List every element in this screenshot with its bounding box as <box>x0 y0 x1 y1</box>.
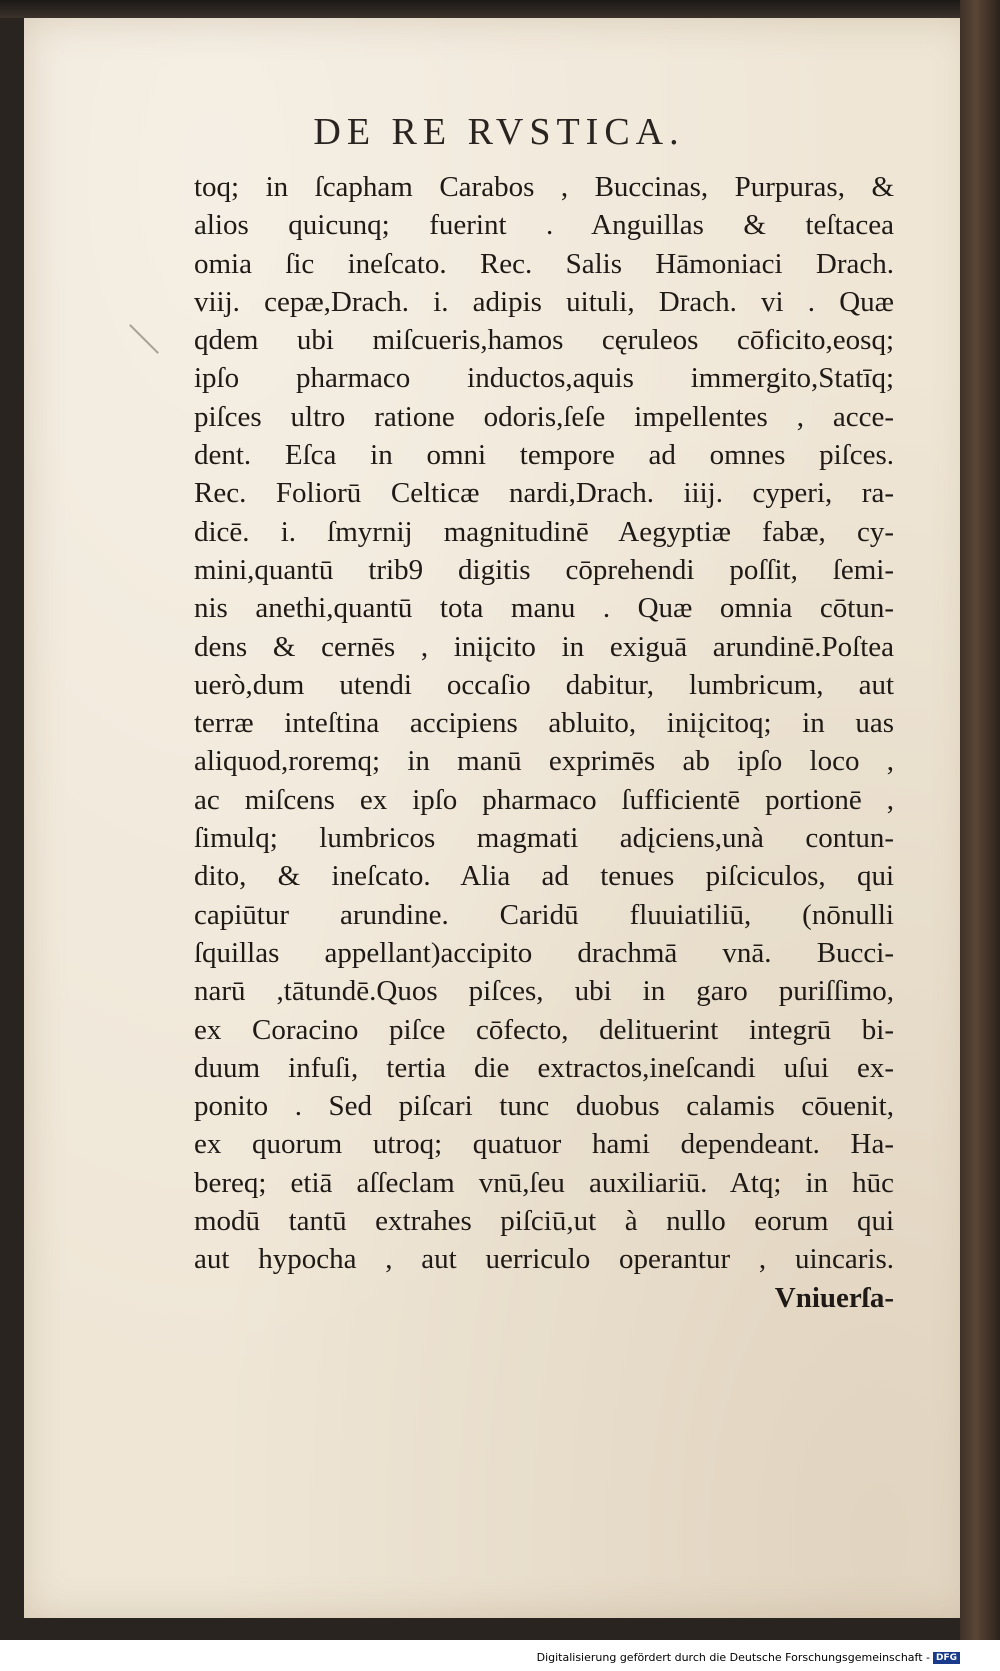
text-line: modū tantū extrahes piſciū,ut à nullo eorum qui <box>194 1205 894 1238</box>
text-line: toq; in ſcapham Carabos , Buccinas, Purpuras, & <box>194 171 894 203</box>
text-line: piſces ultro ratione odoris,ſeſe impellentes , acce- <box>194 400 894 433</box>
paper-blemish <box>129 324 159 354</box>
text-line: narū ,tātundē.Quos piſces, ubi in garo puriſſimo, <box>194 975 894 1008</box>
running-head: DE RE RVSTICA. <box>313 111 685 153</box>
text-line: ex Coracino piſce cōfecto, delituerint integrū bi- <box>194 1013 894 1046</box>
text-line: aut hypocha , aut uerriculo operantur , uincaris. <box>194 1243 894 1276</box>
text-line: omia ſic ineſcato. Rec. Salis Hāmoniaci Drach. <box>194 247 894 280</box>
text-line: ſimulq; lumbricos magmati adįciens,unà contun- <box>194 822 894 855</box>
text-line: qdem ubi miſcueris,hamos cęruleos cōficito,eosq; <box>194 324 894 357</box>
book-fore-edge <box>960 0 1000 1640</box>
text-line: aliquod,roremq; in manū exprimēs ab ipſo loco , <box>194 745 894 778</box>
text-line: dens & cernēs , iniįcito in exiguā arundinē.Poſtea <box>194 630 894 663</box>
page-top-edge <box>0 0 1000 18</box>
text-line: viij. cepæ,Drach. i. adipis uituli, Drach. vi . Quæ <box>194 285 894 318</box>
dfg-logo[interactable]: DFG <box>933 1652 960 1664</box>
credit-text: Digitalisierung gefördert durch die Deutsche Forschungsgemeinschaft - <box>536 1651 930 1664</box>
body-text <box>194 168 894 1317</box>
text-line: dicē. i. ſmyrnij magnitudinē Aegyptiæ fabæ, cy- <box>194 515 894 548</box>
text-line: uerò,dum utendi occaſio dabitur, lumbricum, aut <box>194 668 894 701</box>
text-line: ex quorum utroq; quatuor hami dependeant. Ha- <box>194 1128 894 1161</box>
book-page <box>24 18 974 1618</box>
text-line: capiūtur arundine. Caridū fluuiatiliū, (nōnulli <box>194 898 894 931</box>
text-line: nis anethi,quantū tota manu . Quæ omnia cōtun- <box>194 592 894 625</box>
text-line: ac miſcens ex ipſo pharmaco ſufficientē portionē , <box>194 783 894 816</box>
text-line: ſquillas appellant)accipito drachmā vnā. Bucci- <box>194 936 894 969</box>
text-line: mini,quantū trib9 digitis cōprehendi poſſit, ſemi- <box>194 553 894 586</box>
text-line: dent. Eſca in omni tempore ad omnes piſces. <box>194 439 894 472</box>
text-line: alios quicunq; fuerint . Anguillas & teſtacea <box>194 209 894 242</box>
text-line: terræ inteſtina accipiens abluito, iniįcitoq; in uas <box>194 707 894 740</box>
catchword: Vniuerſa- <box>774 1281 894 1314</box>
text-line: duum infuſi, tertia die extractos,ineſcandi uſui ex- <box>194 1051 894 1084</box>
text-line: dito, & ineſcato. Alia ad tenues piſciculos, qui <box>194 860 894 893</box>
digitization-credit <box>537 1651 960 1664</box>
text-line: ipſo pharmaco inductos,aquis immergito,Statīq; <box>194 362 894 395</box>
text-line: bereq; etiā aſſeclam vnū,ſeu auxiliariū. Atq; in hūc <box>194 1166 894 1199</box>
text-line: Rec. Foliorū Celticæ nardi,Drach. iiij. cyperi, ra- <box>194 477 894 510</box>
text-line: ponito . Sed piſcari tunc duobus calamis cōuenit, <box>194 1090 894 1123</box>
